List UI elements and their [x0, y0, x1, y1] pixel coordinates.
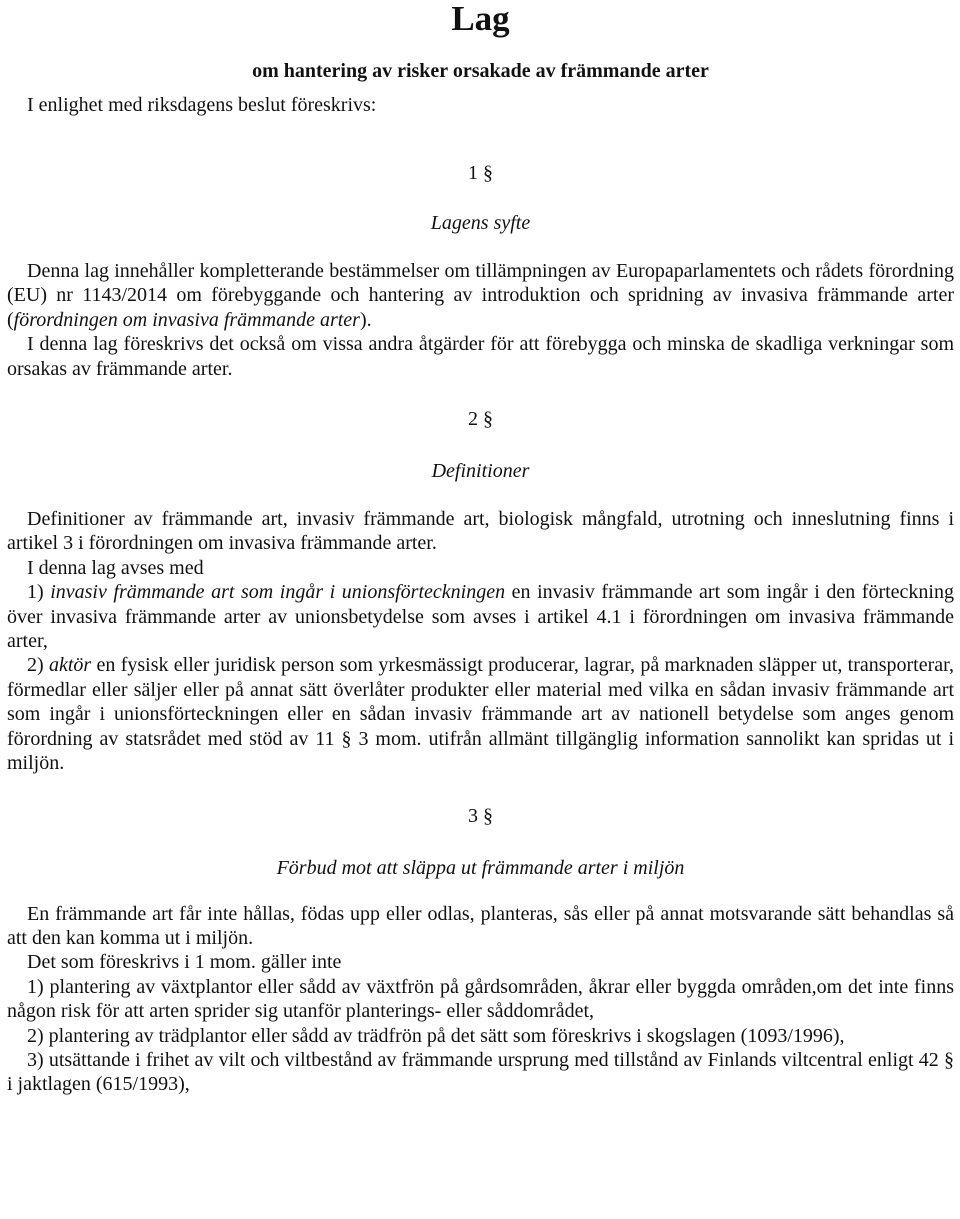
- paragraph-emphasis: invasiv främmande art som ingår i unionsförteckningen: [50, 581, 506, 604]
- paragraph-text: I denna lag avses med: [27, 556, 204, 579]
- paragraph-text: I denna lag föreskrivs det också om vissa andra åtgärder för att förebygga och minska de skadliga verkningar som orsakas av främmande arter.: [7, 333, 954, 380]
- section-body: [7, 259, 954, 381]
- section-number: 1 §: [468, 162, 493, 184]
- paragraph-text: 1) plantering av växtplantor eller sådd av växtfrön på gårdsområden, åkrar eller byggda områden,om det inte finns någon risk för att arten sprider sig utanför planterings- eller såddområdet,: [7, 975, 954, 1023]
- paragraph-text: ).: [359, 308, 372, 331]
- section-number: 3 §: [468, 804, 493, 827]
- section-heading: Definitioner: [431, 460, 530, 483]
- paragraph: [7, 975, 954, 1024]
- paragraph: [7, 1024, 954, 1048]
- paragraph-emphasis: förordningen om invasiva främmande arter: [13, 308, 360, 331]
- paragraph-text: en fysisk eller juridisk person som yrkesmässigt producerar, lagrar, på marknaden släpper ut, transporterar, förmedlar eller säljer eller på annat sätt överlåter produkter eller material med vilka en sådan invasiv främmande art som ingår i unionsförteckningen eller en sådan invasiv främmande art av nationell betydelse som anges genom förordning av statsrådet med stöd av 11 § 3 mom. utifrån allmänt tillgänglig information sannolikt kan spridas ut i miljön.: [7, 654, 955, 775]
- paragraph-text: Definitioner av främmande art, invasiv främmande art, biologisk mångfald, utrotning och inneslutning finns i artikel 3 i förordningen om invasiva främmande arter.: [7, 508, 954, 555]
- section-3: [7, 804, 954, 1097]
- paragraph: [7, 950, 954, 974]
- paragraph: [7, 653, 954, 775]
- paragraph-text: 2): [27, 654, 49, 677]
- law-subtitle: om hantering av risker orsakade av främmande arter: [252, 60, 709, 82]
- paragraph-text: en invasiv främmande art som ingår i den förteckning över invasiva främmande arter av unionsbetydelse som avses i artikel 4.1 i förordningen om invasiva främmande arter,: [7, 581, 954, 653]
- paragraph: [7, 507, 954, 556]
- preamble: I enlighet med riksdagens beslut föreskrivs:: [27, 94, 377, 116]
- paragraph: [7, 580, 954, 653]
- paragraph-text: En främmande art får inte hållas, födas upp eller odlas, planteras, sås eller på annat motsvarande sätt behandlas så att den kan komma ut i miljön.: [7, 902, 954, 949]
- section-heading: Lagens syfte: [430, 212, 531, 234]
- section-heading: Förbud mot att släppa ut främmande arter i miljön: [276, 856, 685, 879]
- section-2: [7, 407, 954, 775]
- section-1: [7, 161, 954, 381]
- paragraph: [7, 259, 954, 332]
- section-body: [7, 507, 954, 775]
- paragraph-emphasis: aktör: [48, 654, 92, 677]
- section-number: 2 §: [468, 408, 493, 431]
- paragraph-text: 2) plantering av trädplantor eller sådd av trädfrön på det sätt som föreskrivs i skogslagen (1093/1996),: [27, 1024, 845, 1047]
- paragraph: [7, 1048, 954, 1097]
- paragraph: [7, 332, 954, 381]
- paragraph-text: 1): [27, 581, 51, 604]
- paragraph: [7, 556, 954, 580]
- law-title: Lag: [451, 0, 510, 38]
- section-body: [7, 902, 954, 1097]
- paragraph: [7, 902, 954, 951]
- paragraph-text: Det som föreskrivs i 1 mom. gäller inte: [27, 951, 342, 974]
- paragraph-text: Denna lag innehåller kompletterande bestämmelser om tillämpningen av Europaparlamentets och rådets förordning (EU) nr 1143/2014 om förebyggande och hantering av introduktion och spridning av invasiva främmande arter (: [7, 260, 954, 331]
- paragraph-text: 3) utsättande i frihet av vilt och viltbestånd av främmande ursprung med tillstånd av Finlands viltcentral enligt 42 § i jaktlagen (615/1993),: [7, 1048, 954, 1096]
